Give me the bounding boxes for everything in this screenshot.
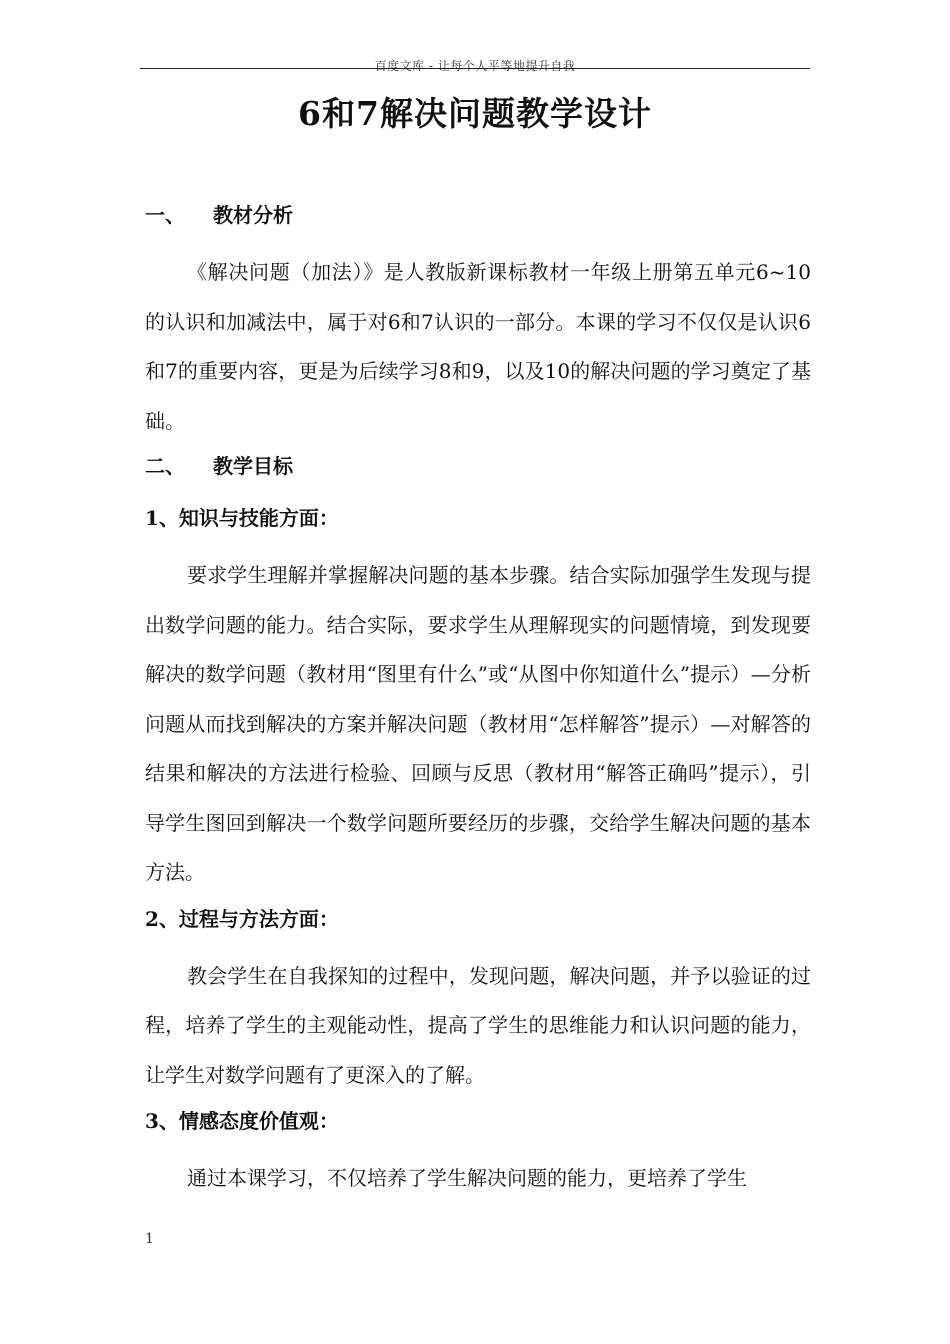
subsection-heading-2: 2、过程与方法方面： <box>145 906 339 931</box>
paragraph-material-analysis: 《解决问题（加法）》是人教版新课标教材一年级上册第五单元6~10的认识和加减法中，属于对6和7认识的一部分。本课的学习不仅仅是认识6和7的重要内容，更是为后续学习8和9，以及10的解决问题的学习奠定了基础。 <box>145 260 811 433</box>
paragraph-process-methods: 教会学生在自我探知的过程中，发现问题，解决问题，并予以验证的过程，培养了学生的主观能动性，提高了学生的思维能力和认识问题的能力，让学生对数学问题有了更深入的了解。 <box>145 963 811 1087</box>
section-title: 教学目标 <box>213 454 293 478</box>
document-title: 6和7解决问题教学设计 <box>298 94 652 133</box>
document-body <box>145 200 811 1204</box>
subsection-heading-1: 1、知识与技能方面： <box>145 506 339 530</box>
section-heading-2 <box>145 451 811 481</box>
section-number: 二、 <box>145 454 185 478</box>
section-number: 一、 <box>145 203 185 227</box>
section-heading-1 <box>145 200 811 230</box>
paragraph-knowledge-skills: 要求学生理解并掌握解决问题的基本步骤。结合实际加强学生发现与提出数学问题的能力。结合实际，要求学生从理解现实的问题情境，到发现要解决的数学问题（教材用“图里有什么”或“从图中你知道什么”提示）—分析问题从而找到解决的方案并解决问题（教材用“怎样解答”提示）—对解答的结果和解决的方法进行检验、回顾与反思（教材用“解答正确吗”提示），引导学生图回到解决一个数学问题所要经历的步骤，交给学生解决问题的基本方法。 <box>145 563 811 884</box>
page-header: 百度文库 - 让每个人平等地提升自我 <box>374 59 576 73</box>
section-title: 教材分析 <box>213 203 293 227</box>
paragraph-emotional-values: 通过本课学习，不仅培养了学生解决问题的能力，更培养了学生 <box>187 1166 747 1190</box>
subsection-heading-3: 3、情感态度价值观： <box>145 1109 339 1133</box>
header-divider <box>140 68 810 69</box>
page-number: 1 <box>145 1231 154 1247</box>
